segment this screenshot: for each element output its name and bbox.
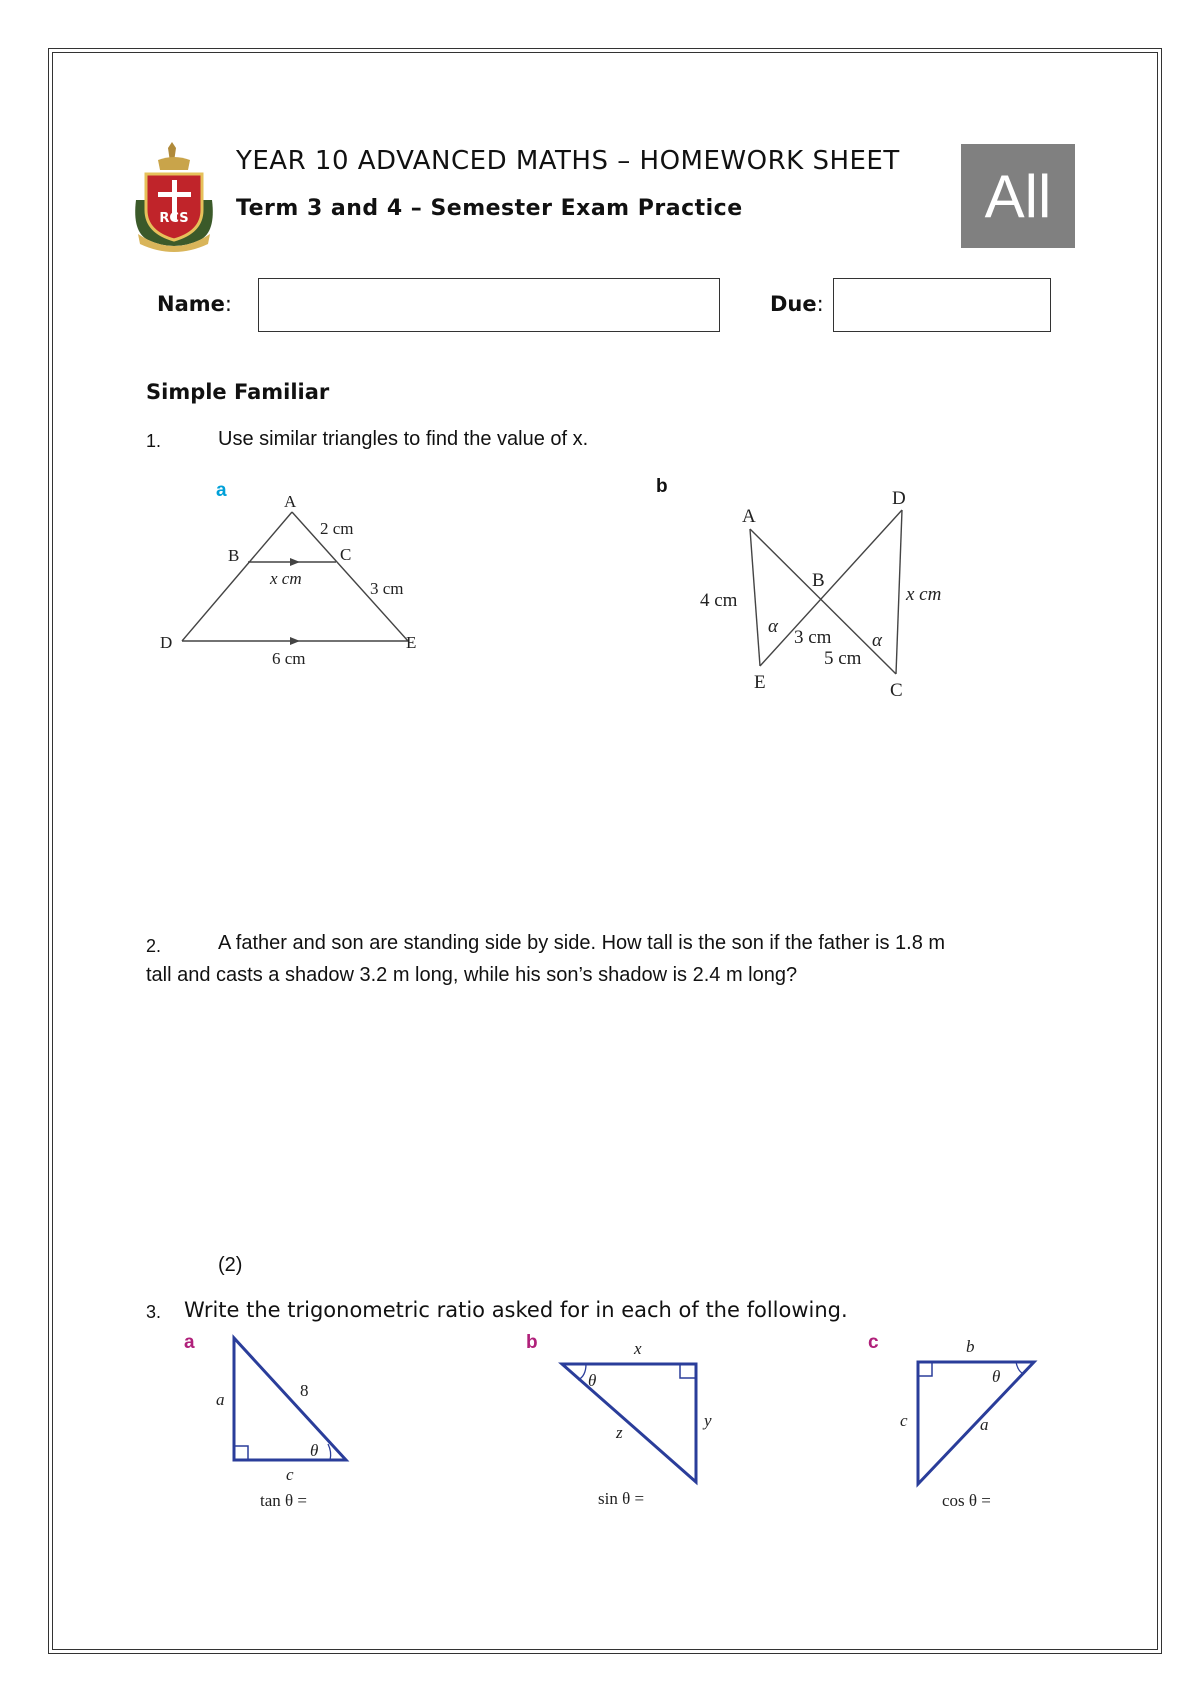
- length-be: 3 cm: [794, 627, 832, 648]
- due-label-row: [770, 292, 824, 316]
- vertex-B: B: [228, 546, 240, 565]
- vertex-E: E: [754, 672, 766, 693]
- q1-text: Use similar triangles to find the value of x.: [218, 428, 589, 450]
- vertex-B: B: [812, 570, 825, 591]
- q1-part-b-label: b: [656, 476, 668, 497]
- length-bc: 5 cm: [824, 648, 862, 669]
- hyp-z-label: z: [616, 1423, 623, 1442]
- length-ac: 2 cm: [320, 519, 354, 538]
- due-label: Due: [770, 292, 817, 316]
- q1-number: 1.: [146, 431, 162, 451]
- side-y-label: y: [704, 1411, 712, 1430]
- school-crest-logo: [128, 140, 220, 256]
- q2-line1: A father and son are standing side by side. How tall is the son if the father is 1.8 m: [218, 932, 946, 954]
- q2-marks: (2): [218, 1254, 243, 1276]
- q1a-triangle-figure: [150, 488, 440, 668]
- parallel-arrow-bc: [290, 558, 300, 566]
- angle-alpha-e: α: [768, 616, 778, 637]
- vertex-A: A: [284, 492, 297, 511]
- side-x-label: x: [634, 1339, 642, 1358]
- theta-label: θ: [588, 1371, 597, 1390]
- crest-text: RCS: [159, 211, 189, 226]
- segment-DC: [896, 510, 902, 674]
- sheet-subtitle: Term 3 and 4 – Semester Exam Practice: [236, 196, 743, 221]
- q3-number: 3.: [146, 1302, 162, 1322]
- name-label: Name: [157, 292, 225, 316]
- right-angle-mark: [234, 1446, 248, 1460]
- q3a-right-triangle: [200, 1330, 370, 1520]
- length-dc: x cm: [906, 584, 942, 605]
- q3-part-b-label: b: [526, 1332, 538, 1353]
- due-field[interactable]: [833, 278, 1051, 332]
- vertex-A: A: [742, 506, 756, 527]
- side-c-label: c: [286, 1465, 294, 1484]
- side-b-label: b: [966, 1337, 975, 1356]
- level-badge: All: [961, 144, 1075, 248]
- q1-part-a-label: a: [216, 480, 227, 501]
- parallel-arrow-de: [290, 637, 300, 645]
- vertex-D: D: [892, 488, 906, 509]
- segment-AE: [750, 529, 760, 666]
- sheet-title: YEAR 10 ADVANCED MATHS – HOMEWORK SHEET: [236, 146, 900, 176]
- ratio-cos: cos θ =: [942, 1491, 991, 1510]
- length-de: 6 cm: [272, 649, 306, 668]
- angle-alpha-c: α: [872, 630, 882, 651]
- length-ae: 4 cm: [700, 590, 738, 611]
- name-field[interactable]: [258, 278, 720, 332]
- q2-number: 2.: [146, 936, 162, 956]
- hyp-label: 8: [300, 1381, 309, 1400]
- length-ce: 3 cm: [370, 579, 404, 598]
- name-label-row: [157, 292, 232, 316]
- theta-label: θ: [310, 1441, 319, 1460]
- right-angle-mark: [680, 1364, 696, 1378]
- q3b-right-triangle: [548, 1330, 728, 1520]
- ratio-sin: sin θ =: [598, 1489, 645, 1508]
- side-c-label: c: [900, 1411, 908, 1430]
- q3-part-a-label: a: [184, 1332, 195, 1353]
- theta-label: θ: [992, 1367, 1001, 1386]
- ratio-tan: tan θ =: [260, 1491, 307, 1510]
- vertex-C: C: [340, 545, 352, 564]
- vertex-E: E: [406, 633, 417, 652]
- name-colon: :: [224, 292, 232, 316]
- q3-text: Write the trigonometric ratio asked for in each of the following.: [184, 1298, 848, 1322]
- q3-part-c-label: c: [868, 1332, 879, 1353]
- q1b-triangles-figure: [700, 486, 960, 706]
- angle-arc: [328, 1444, 331, 1460]
- vertex-D: D: [160, 633, 173, 652]
- right-angle-mark: [918, 1362, 932, 1376]
- side-a-label: a: [216, 1390, 225, 1409]
- section-title: Simple Familiar: [146, 380, 330, 404]
- due-colon: :: [816, 292, 824, 316]
- q3c-right-triangle: [900, 1330, 1070, 1520]
- length-bc: x cm: [270, 569, 302, 588]
- q2-line2: tall and casts a shadow 3.2 m long, while his son’s shadow is 2.4 m long?: [146, 964, 798, 986]
- hyp-a-label: a: [980, 1415, 989, 1434]
- vertex-C: C: [890, 680, 903, 701]
